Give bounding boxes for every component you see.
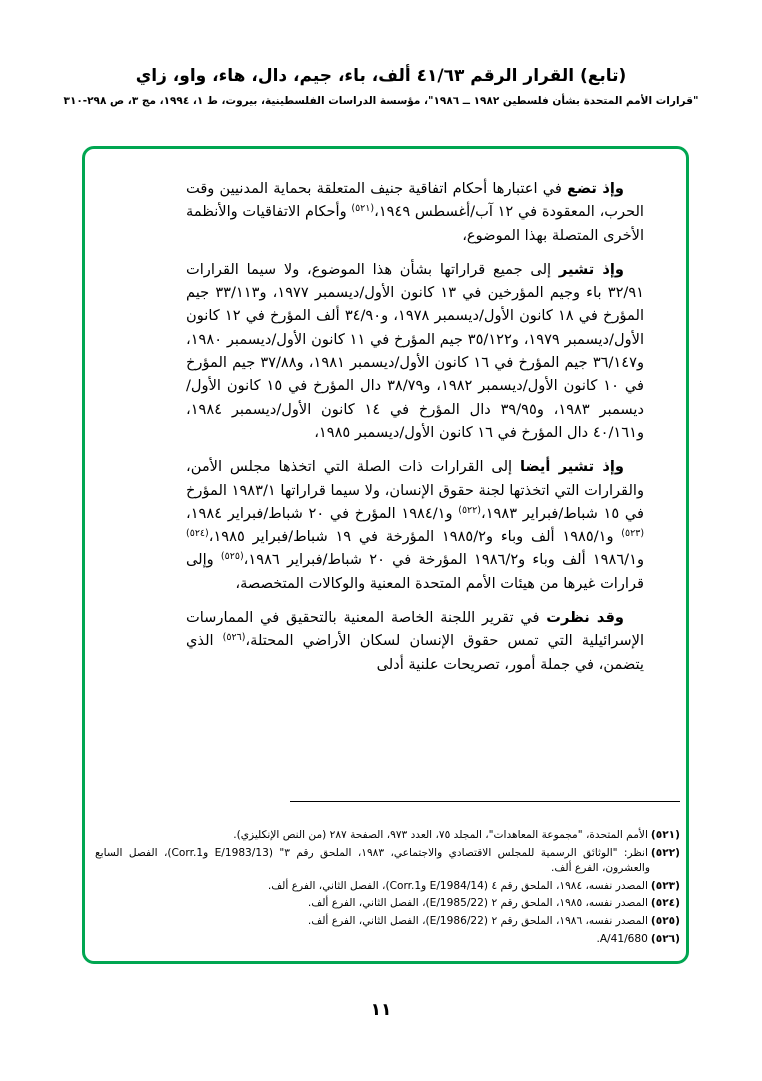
footnote-523 — [95, 879, 680, 895]
footnote-number: (٥٢٢) — [650, 846, 681, 859]
footnote-522 — [95, 846, 680, 877]
footnote-reference-524: (٥٢٤) — [186, 528, 209, 540]
footnote-number: (٥٢٣) — [650, 879, 680, 892]
footnote-526 — [95, 932, 680, 948]
paragraph-lead: وإذ تشير — [558, 260, 624, 278]
paragraph-text: وأحكام الاتفاقيات والأنظمة الأخرى المتصلة بهذا الموضوع، — [186, 203, 644, 244]
footnote-reference-525: (٥٢٥) — [220, 551, 244, 563]
footnote-text: A/41/680. — [596, 932, 648, 945]
paragraph-recalling-chr-resolutions — [186, 455, 644, 595]
resolution-body-text — [186, 177, 644, 676]
footnote-525 — [95, 914, 680, 930]
footnote-524 — [95, 896, 680, 912]
page-number: ١١ — [370, 1000, 392, 1020]
footnote-text: المصدر نفسه، ١٩٨٦، الملحق رقم ٢ (E/1986/22)، الفصل الثاني، الفرع ألف. — [307, 914, 648, 927]
footnote-text: الأمم المتحدة، "مجموعة المعاهدات"، المجلد ٧٥، العدد ٩٧٣، الصفحة ٢٨٧ (من النص الإنكليزي). — [233, 829, 648, 841]
paragraph-text: و١٩٨٥/١ ألف وباء و١٩٨٥/٢ المؤرخة في ١٩ شباط/فبراير ١٩٨٥، — [208, 528, 622, 546]
footnote-number: (٥٢٤) — [650, 897, 680, 910]
footnote-reference-523: (٥٢٣) — [621, 528, 645, 540]
footnotes-section — [95, 801, 680, 949]
paragraph-recalling-resolutions — [186, 258, 644, 444]
paragraph-text: في اعتبارها أحكام اتفاقية جنيف المتعلقة بحماية المدنيين وقت الحرب، المعقودة في ١٢ آب/أغسطس ١٩٤٩، — [186, 180, 644, 221]
paragraph-geneva-convention — [186, 177, 644, 247]
footnote-number: (٥٢٥) — [650, 914, 680, 927]
paragraph-text: الذي يتضمن، في جملة أمور، تصريحات علنية أدلى — [186, 632, 644, 673]
paragraph-text: إلى القرارات ذات الصلة التي اتخذها مجلس الأمن، والقرارات التي اتخذتها لجنة حقوق الإنسان، ولا سيما قراراتها ١٩٨٣/١ المؤرخ في ١٥ شباط/فبراير ١٩٨٣، — [186, 458, 645, 522]
footnote-separator-rule — [290, 801, 680, 802]
paragraph-text: إلى جميع قراراتها بشأن هذا الموضوع، ولا سيما القرارات ٣٢/٩١ باء وجيم المؤرخين في ١٣ كانون الأول/ديسمبر ١٩٧٧، و٣٣/١١٣ جيم المؤرخ في ١٨ كانون الأول/ديسمبر ١٩٧٨، و٣٤/٩٠ ألف المؤرخ في ١٢ كانون الأول/ديسمبر ١٩٧٩، و٣٥/١٢٢ جيم المؤرخ في ١١ كانون الأول/ديسمبر ١٩٨٠، و٣٦/١٤٧ جيم المؤرخ في ١٦ كانون الأول/ديسمبر ١٩٨١، و٣٧/٨٨ جيم المؤرخ في ١٠ كانون الأول/ديسمبر ١٩٨٢، و٣٨/٧٩ دال المؤرخ في ١٥ كانون الأول/ديسمبر ١٩٨٣، و٣٩/٩٥ دال المؤرخ في ١٤ كانون الأول/ديسمبر ١٩٨٤، و٤٠/١٦١ دال المؤرخ في ١٦ كانون الأول/ديسمبر ١٩٨٥، — [186, 260, 645, 441]
paragraph-text: و١٩٨٦/١ ألف وباء و١٩٨٦/٢ المؤرخة في ٢٠ شباط/فبراير ١٩٨٦، — [243, 551, 644, 569]
paragraph-lead: وقد نظرت — [546, 609, 624, 627]
paragraph-text: وإلى قرارات غيرها من هيئات الأمم المتحدة المعنية والوكالات المتخصصة، — [186, 551, 644, 592]
footnote-reference-526: (٥٢٦) — [222, 632, 246, 644]
footnote-reference-521: (٥٢١) — [351, 203, 375, 215]
content-frame — [82, 146, 689, 964]
footnote-number: (٥٢٦) — [650, 932, 680, 945]
footnote-text: انظر: "الوثائق الرسمية للمجلس الاقتصادي والاجتماعي، ١٩٨٣، الملحق رقم ٣" (E/1983/13 وCorr.1)، الفصل السابع والعشرون، الفرع ألف. — [95, 846, 650, 875]
document-title: (تابع) القرار الرقم ٤١/٦٣ ألف، باء، جيم، دال، هاء، واو، زاي — [135, 66, 627, 86]
document-source-citation: "قرارات الأمم المتحدة بشأن فلسطين ١٩٨٢ ــ ١٩٨٦"، مؤسسة الدراسات الفلسطينية، بيروت، ط ١، ١٩٩٤، مج ٣، ص ٢٩٨-٣١٠ — [63, 95, 699, 107]
paragraph-text: و١٩٨٤/١ المؤرخ في ٢٠ شباط/فبراير ١٩٨٤، — [186, 504, 459, 522]
footnote-number: (٥٢١) — [650, 829, 680, 841]
footnote-text: المصدر نفسه، ١٩٨٥، الملحق رقم ٢ (E/1985/22)، الفصل الثاني، الفرع ألف. — [307, 897, 648, 910]
paragraph-text: في تقرير اللجنة الخاصة المعنية بالتحقيق في الممارسات الإسرائيلية التي تمس حقوق الإنسان لسكان الأراضي المحتلة، — [186, 609, 644, 650]
footnote-521 — [95, 828, 680, 844]
paragraph-special-committee-report — [186, 606, 644, 676]
footnote-text: المصدر نفسه، ١٩٨٤، الملحق رقم ٤ (E/1984/14 وCorr.1)، الفصل الثاني، الفرع ألف. — [267, 879, 648, 892]
paragraph-lead: وإذ تضع — [567, 180, 624, 197]
paragraph-lead: وإذ تشير أيضا — [520, 458, 624, 476]
page-header — [0, 66, 762, 107]
footnote-reference-522: (٥٢٢) — [458, 504, 481, 516]
